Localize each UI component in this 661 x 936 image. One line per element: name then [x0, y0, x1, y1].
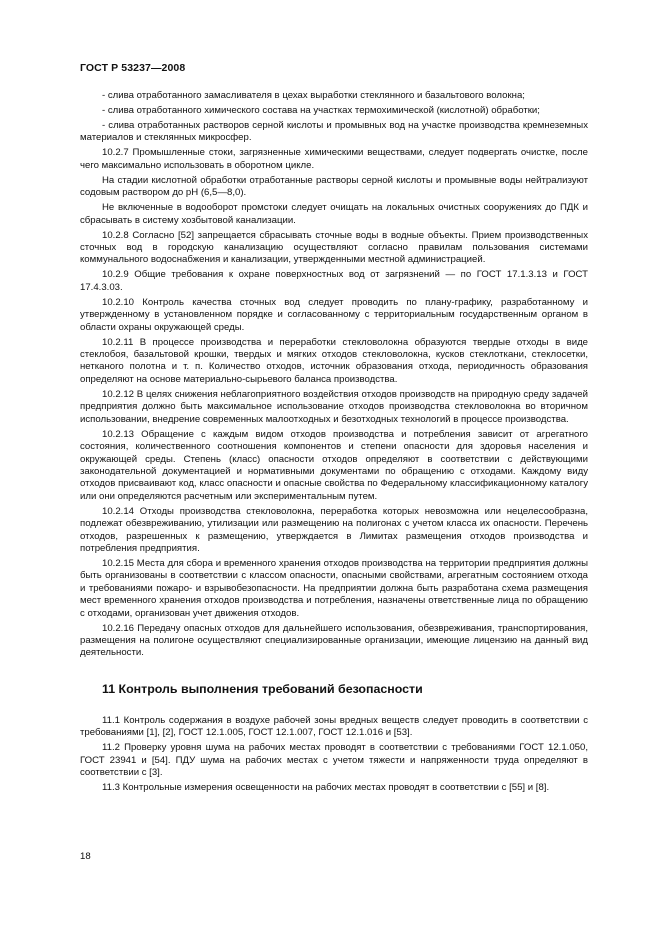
- document-body: [80, 90, 588, 797]
- paragraph-10-2-7: 10.2.7 Промышленные стоки, загрязненные химическими веществами, следует подвергать очистке, после чего максимально использовать в оборотном цикле.: [80, 147, 588, 171]
- paragraph-10-2-13: 10.2.13 Обращение с каждым видом отходов производства и потребления зависит от агрегатного состояния, количественного соотношения компонентов и степени опасности для здоровья населения и окружающей среды. Степень (класс) опасности отходов определяют в соответствии с действующими законодательной документацией и нормативными документами по обращению с отходами. Каждому виду отходов присваивают код, класс опасности и опасные свойства по Федеральному классификационному каталогу или они определяются расчетным или экспериментальным путем.: [80, 428, 588, 502]
- paragraph-10-2-8: 10.2.8 Согласно [52] запрещается сбрасывать сточные воды в водные объекты. Прием производственных сточных вод в городскую канализацию осуществляют согласно правилам пользования системами коммунального водоснабжения и канализации, утвержденными местной администрацией.: [80, 229, 588, 266]
- paragraph-10-2-12: 10.2.12 В целях снижения неблагоприятного воздействия отходов производств на природную среду задачей предприятия должно быть максимальное использование отходов производства стекловолокна во вторичном использовании, внедрение современных малоотходных и безотходных технологий в процессе производства.: [80, 388, 588, 425]
- page-number: 18: [80, 851, 91, 862]
- paragraph: Не включенные в водооборот промстоки следует очищать на локальных очистных сооружениях до ПДК и сбрасывать в систему хозбытовой канализации.: [80, 202, 588, 226]
- list-item: - слива отработанного химического состава на участках термохимической (кислотной) обработки;: [102, 105, 540, 116]
- paragraph-10-2-15: 10.2.15 Места для сбора и временного хранения отходов производства на территории предприятия должны быть организованы в соответствии с классом опасности, опасными свойствами, агрегатным состоянием отхода и требованиями пожаро- и взрывобезопасности. На предприятии должна быть разработана схема размещения мест временного хранения отходов производства и потребления, назначены ответственные лица по обращению с отходами, организован учет движения отходов.: [80, 557, 588, 619]
- paragraph: На стадии кислотной обработки отработанные растворы серной кислоты и промывные воды нейтрализуют содовым раствором до pH (6,5—8,0).: [80, 174, 588, 199]
- paragraph-11-3: 11.3 Контрольные измерения освещенности на рабочих местах проводят в соответствии с [55] и [8].: [102, 782, 550, 793]
- paragraph-11-2: 11.2 Проверку уровня шума на рабочих местах проводят в соответствии с требованиями ГОСТ 12.1.050, ГОСТ 23941 и [54]. ПДУ шума на рабочих местах с учетом тяжести и напряженности труда определяют в соответствии с [3].: [80, 742, 588, 778]
- document-code-header: ГОСТ Р 53237—2008: [80, 62, 186, 74]
- paragraph-10-2-16: 10.2.16 Передачу опасных отходов для дальнейшего использования, обезвреживания, транспортирования, размещения на полигоне осуществляют специализированные организации, имеющие лицензию на данный вид деятельности.: [80, 622, 588, 659]
- paragraph-10-2-14: 10.2.14 Отходы производства стекловолокна, переработка которых невозможна или нецелесообразна, подлежат обезвреживанию, утилизации или размещению на полигонах с учетом класса их опасности. Перечень отходов, разрешенных к размещению, утверждается в Лимитах размещения отходов производства и потребления предприятия.: [80, 505, 588, 554]
- paragraph-10-2-11: 10.2.11 В процессе производства и переработки стекловолокна образуются твердые отходы в виде стеклобоя, базальтовой крошки, твердых и мягких отходов стекловолокна, кусков стеклоткани, стеклосетки, нетканого полотна и т. п. Количество отходов, источник образования отхода, периодичность образования определяют на основе материально-сырьевого баланса производства.: [80, 336, 588, 385]
- paragraph-11-1: 11.1 Контроль содержания в воздухе рабочей зоны вредных веществ следует проводить в соответствии с требованиями [1], [2], ГОСТ 12.1.005, ГОСТ 12.1.007, ГОСТ 12.1.016 и [53].: [80, 714, 588, 739]
- list-item: - слива отработанного замасливателя в цехах выработки стеклянного и базальтового волокна;: [102, 90, 525, 101]
- list-item: - слива отработанных растворов серной кислоты и промывных вод на участке производства кремнеземных материалов и стеклянных микросфер.: [80, 120, 588, 144]
- paragraph-10-2-10: 10.2.10 Контроль качества сточных вод следует проводить по плану-графику, разработанному и утвержденному в установленном порядке и согласованному с территориальным государственным органом в области охраны окружающей среды.: [80, 296, 588, 333]
- section-heading: 11 Контроль выполнения требований безопасности: [102, 681, 423, 696]
- paragraph-10-2-9: 10.2.9 Общие требования к охране поверхностных вод от загрязнений — по ГОСТ 17.1.3.13 и ГОСТ 17.4.3.03.: [80, 269, 588, 293]
